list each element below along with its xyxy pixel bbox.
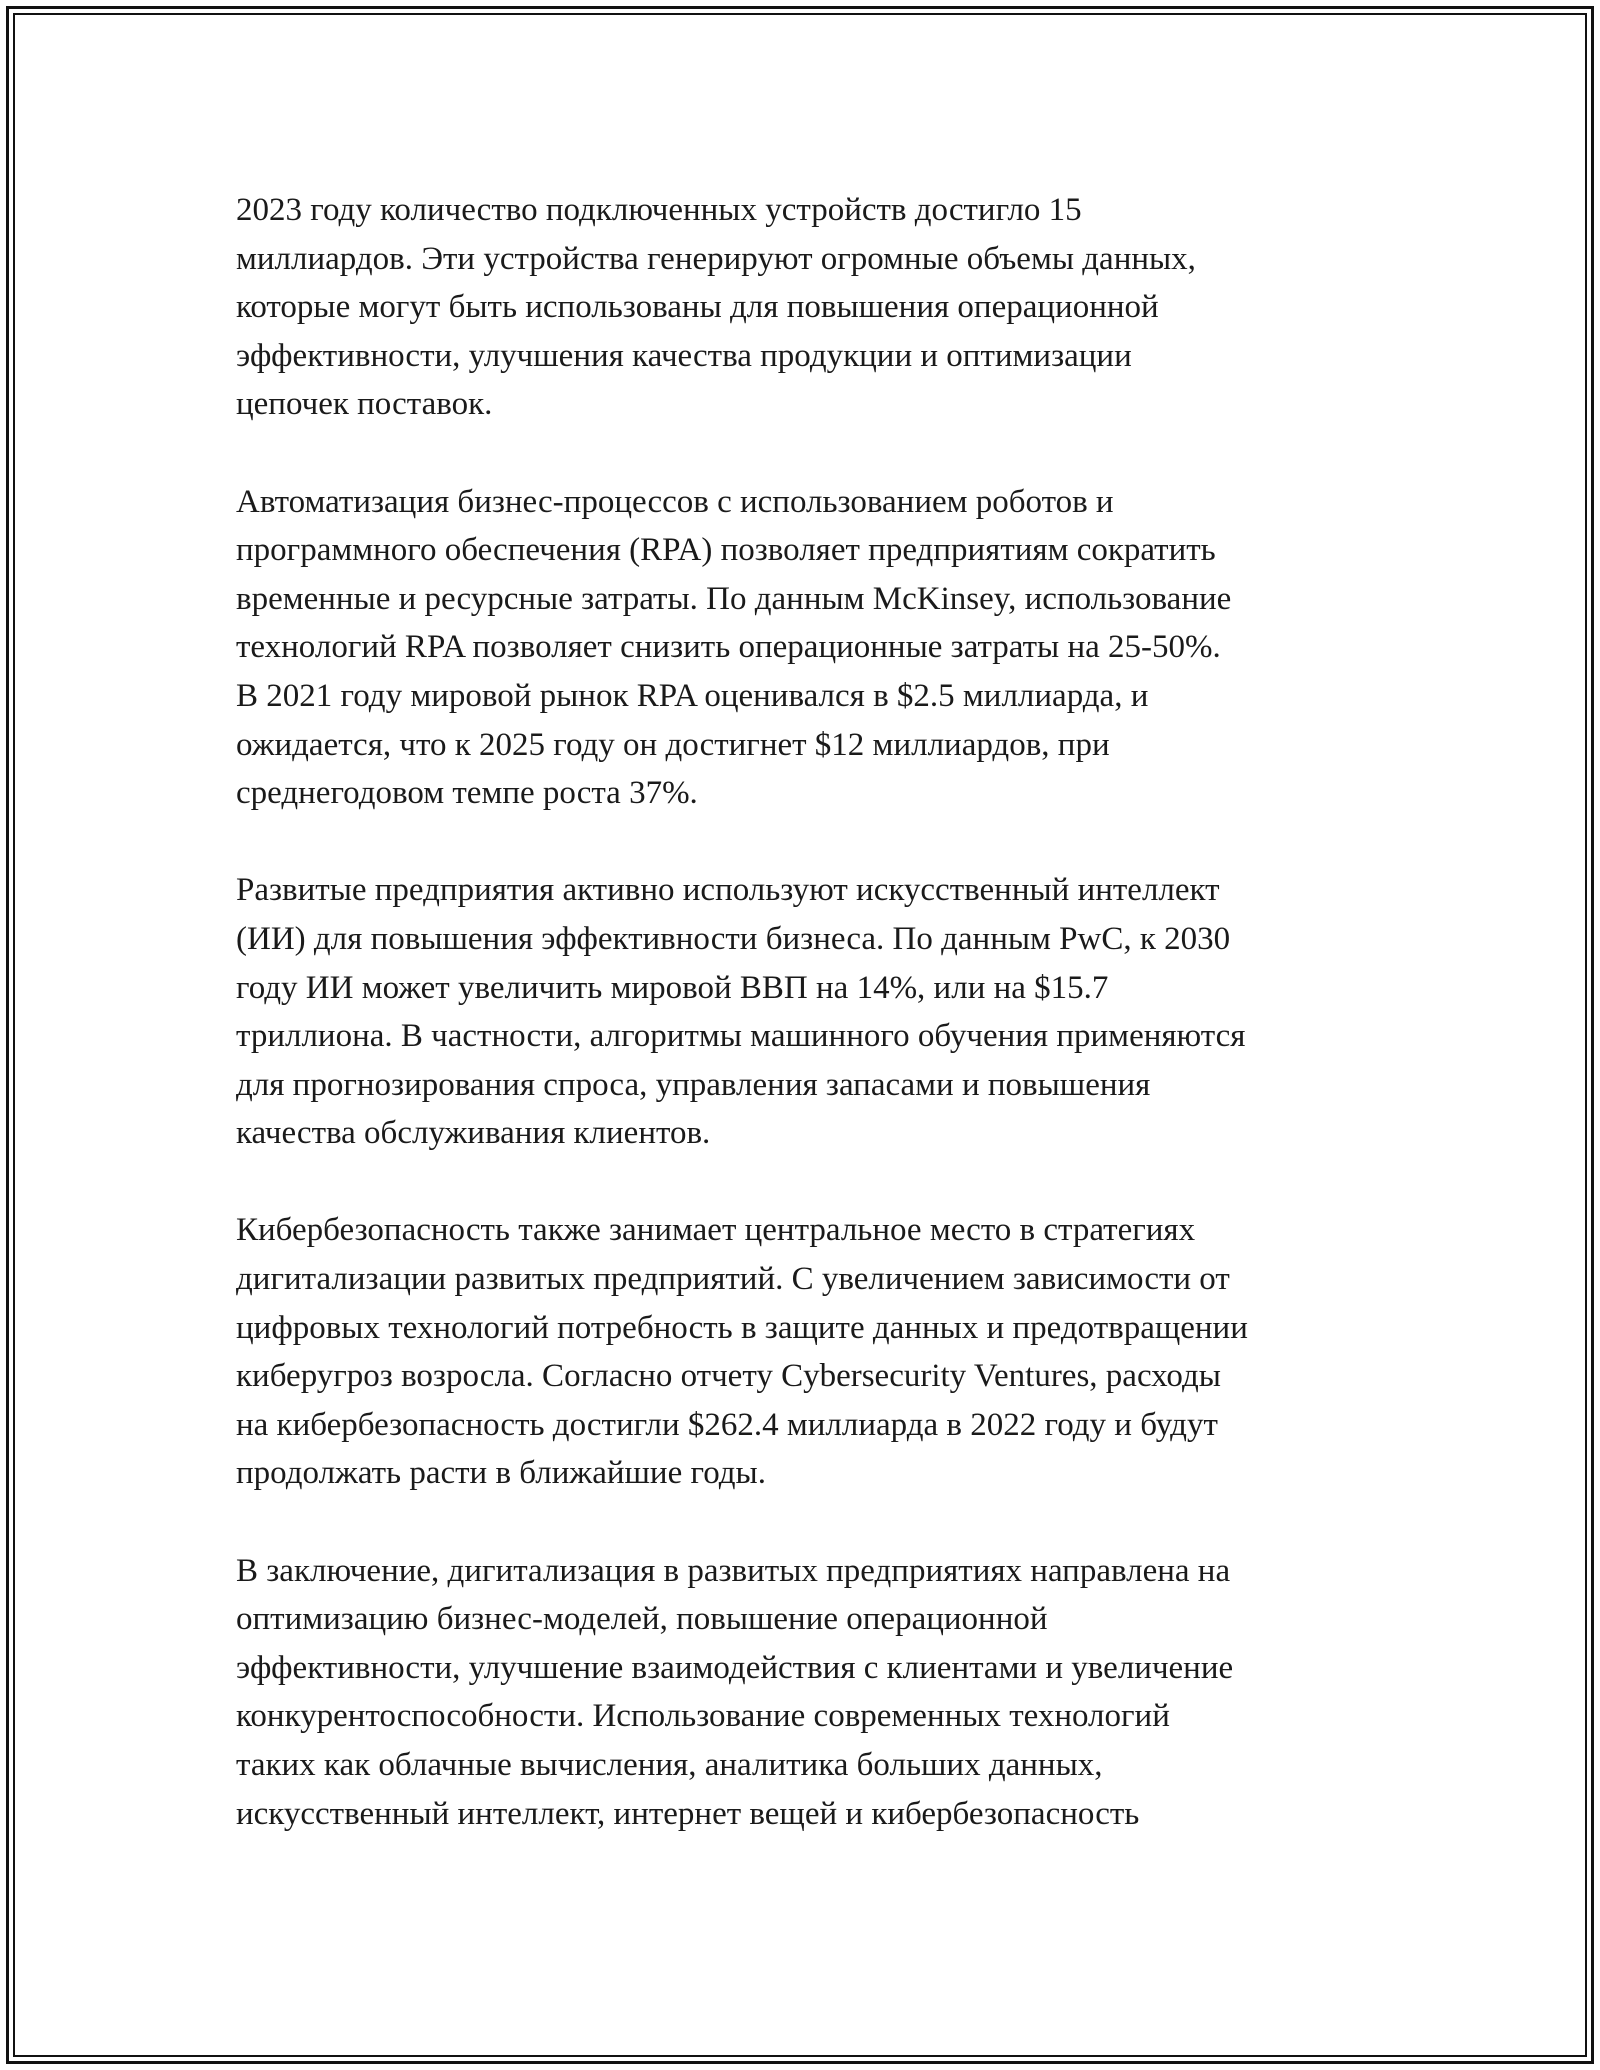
- text-line: дигитализации развитых предприятий. С увеличением зависимости от: [236, 1261, 1230, 1298]
- document-body: [236, 186, 1416, 1887]
- text-line: Кибербезопасность также занимает центральное место в стратегиях: [236, 1212, 1196, 1249]
- text-line: на кибербезопасность достигли $262.4 миллиарда в 2022 году и будут: [236, 1406, 1218, 1443]
- text-line: миллиардов. Эти устройства генерируют огромные объемы данных,: [236, 240, 1196, 277]
- text-line: 2023 году количество подключенных устройств достигло 15: [236, 192, 1082, 228]
- text-line: продолжать расти в ближайшие годы.: [236, 1455, 766, 1492]
- text-line: триллиона. В частности, алгоритмы машинного обучения применяются: [236, 1018, 1246, 1055]
- text-line: временные и ресурсные затраты. По данным McKinsey, использование: [236, 580, 1232, 617]
- paragraph-ai: [236, 866, 1416, 1158]
- text-line: таких как облачные вычисления, аналитика больших данных,: [236, 1747, 1103, 1783]
- text-line: искусственный интеллект, интернет вещей и кибербезопасность: [236, 1795, 1140, 1832]
- text-line: киберугроз возросла. Согласно отчету Cybersecurity Ventures, расходы: [236, 1358, 1221, 1395]
- paragraph-conclusion: [236, 1547, 1416, 1839]
- paragraph-iot-devices: [236, 186, 1416, 429]
- text-line: цепочек поставок.: [236, 386, 493, 423]
- text-line: программного обеспечения (RPA) позволяет предприятиям сократить: [236, 532, 1216, 569]
- text-line: цифровых технологий потребность в защите данных и предотвращении: [236, 1309, 1248, 1346]
- text-line: среднегодовом темпе роста 37%.: [236, 775, 698, 812]
- paragraph-rpa: [236, 478, 1416, 818]
- text-line: Развитые предприятия активно используют искусственный интеллект: [236, 872, 1220, 909]
- text-line: эффективности, улучшения качества продукции и оптимизации: [236, 337, 1132, 374]
- paragraph-cybersecurity: [236, 1206, 1416, 1498]
- text-line: качества обслуживания клиентов.: [236, 1115, 711, 1152]
- text-line: ожидается, что к 2025 году он достигнет $12 миллиардов, при: [236, 726, 1110, 763]
- text-line: (ИИ) для повышения эффективности бизнеса. По данным PwC, к 2030: [236, 920, 1231, 957]
- text-line: конкурентоспособности. Использование современных технологий: [236, 1698, 1170, 1735]
- text-line: В заключение, дигитализация в развитых предприятиях направлена на: [236, 1552, 1231, 1589]
- text-line: которые могут быть использованы для повышения операционной: [236, 289, 1159, 326]
- text-line: для прогнозирования спроса, управления запасами и повышения: [236, 1066, 1151, 1103]
- text-line: В 2021 году мировой рынок RPA оценивался в $2.5 миллиарда, и: [236, 677, 1149, 714]
- text-line: технологий RPA позволяет снизить операционные затраты на 25-50%.: [236, 629, 1221, 666]
- text-line: году ИИ может увеличить мировой ВВП на 14%, или на $15.7: [236, 969, 1109, 1006]
- text-line: эффективности, улучшение взаимодействия с клиентами и увеличение: [236, 1649, 1234, 1686]
- text-line: оптимизацию бизнес-моделей, повышение операционной: [236, 1601, 1048, 1638]
- text-line: Автоматизация бизнес-процессов с использованием роботов и: [236, 483, 1114, 520]
